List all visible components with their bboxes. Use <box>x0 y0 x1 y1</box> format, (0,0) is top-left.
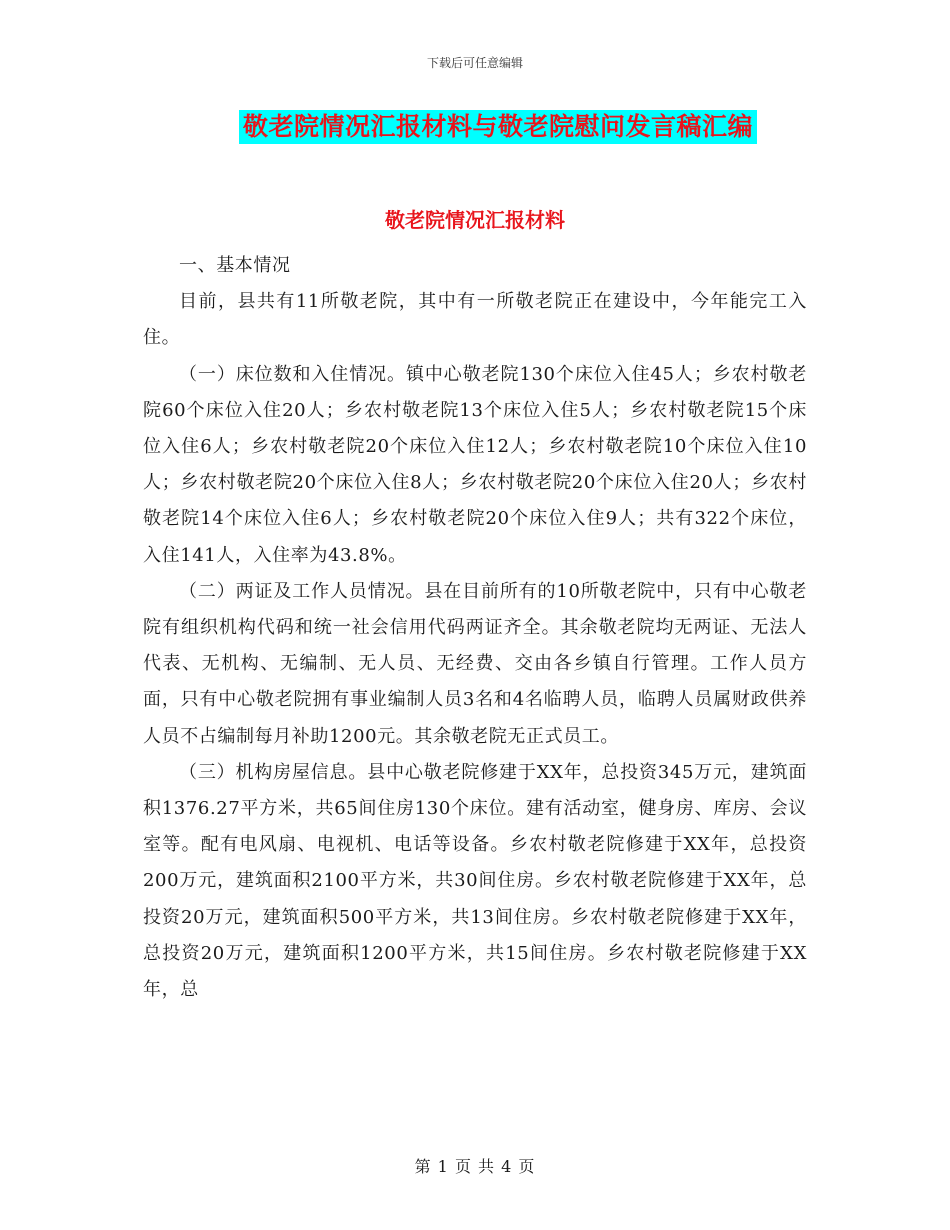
paragraph-certificates-staff: （二）两证及工作人员情况。县在目前所有的10所敬老院中，只有中心敬老院有组织机构代码和统一社会信用代码两证齐全。其余敬老院均无两证、无法人代表、无机构、无编制、无人员、无经费、交由各乡镇自行管理。工作人员方面，只有中心敬老院拥有事业编制人员3名和4名临聘人员，临聘人员属财政供养人员不占编制每月补助1200元。其余敬老院无正式员工。 <box>143 580 807 747</box>
section-title: 敬老院情况汇报材料 <box>385 208 565 232</box>
main-title: 敬老院情况汇报材料与敬老院慰问发言稿汇编 <box>239 110 757 144</box>
paragraph-overview: 目前，县共有11所敬老院，其中有一所敬老院正在建设中，今年能完工入住。 <box>143 291 807 349</box>
paragraph-buildings: （三）机构房屋信息。县中心敬老院修建于XX年，总投资345万元，建筑面积1376.27平方米，共65间住房130个床位。建有活动室，健身房、库房、会议室等。配有电风扇、电视机、电话等设备。乡农村敬老院修建于XX年，总投资200万元，建筑面积2100平方米，共30间住房。乡农村敬老院修建于XX年，总投资20万元，建筑面积500平方米，共13间住房。乡农村敬老院修建于XX年，总投资20万元，建筑面积1200平方米，共15间住房。乡农村敬老院修建于XX年，总 <box>143 761 808 1001</box>
main-title-container <box>0 110 950 144</box>
heading-basic-situation: 一、基本情况 <box>179 255 291 276</box>
page-header-note: 下载后可任意编辑 <box>426 56 523 70</box>
document-body <box>143 248 807 1008</box>
page-number: 第 1 页 共 4 页 <box>414 1157 536 1176</box>
paragraph-beds: （一）床位数和入住情况。镇中心敬老院130个床位入住45人；乡农村敬老院60个床位入住20人；乡农村敬老院13个床位入住5人；乡农村敬老院15个床位入住6人；乡农村敬老院20个床位入住12人；乡农村敬老院10个床位入住10人；乡农村敬老院20个床位入住8人；乡农村敬老院20个床位入住20人；乡农村敬老院14个床位入住6人；乡农村敬老院20个床位入住9人；共有322个床位，入住141人，入住率为43.8%。 <box>143 363 807 566</box>
